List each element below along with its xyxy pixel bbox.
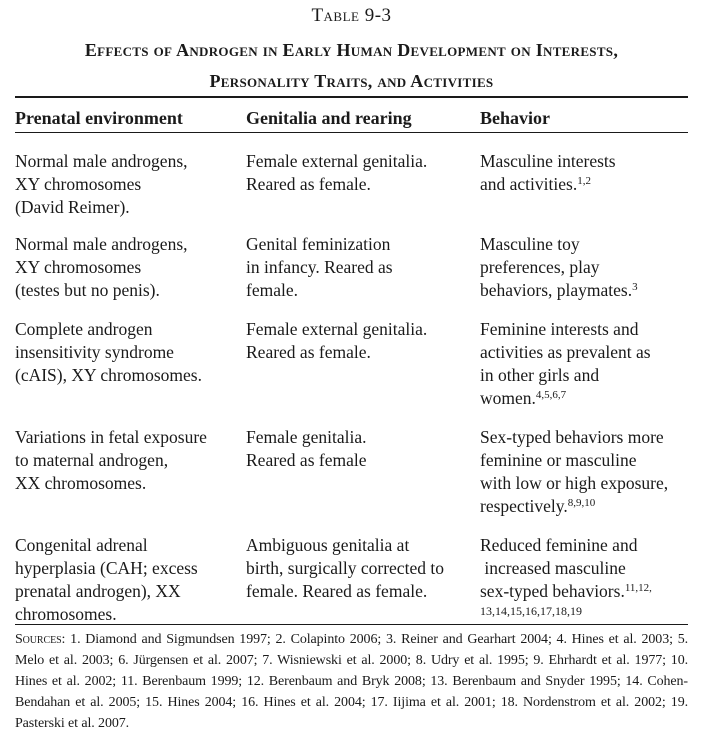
row-1-prenatal: Normal male androgens, XY chromosomes (David Reimer). (15, 151, 188, 217)
reference-superscript: 3 (632, 281, 638, 293)
row-4-genitalia: Female genitalia. Reared as female (246, 427, 367, 470)
sources-note (15, 629, 688, 734)
table-label: Table 9-3 (311, 5, 392, 26)
row-5-behavior: Reduced feminine and increased masculine sex-typed behaviors.$^{11,12,}$ 13,14,15,16,17,18,19 (480, 535, 652, 618)
sources-label: Sources: (15, 632, 66, 647)
row-2-behavior: Masculine toy preferences, play behaviors, playmates.$^3$ (480, 234, 638, 300)
table-title-line: Personality Traits, and Activities (209, 71, 494, 91)
row-1-behavior: Masculine interests and activities.$^{1,2}$ (480, 151, 616, 194)
reference-superscript: 1,2 (577, 175, 591, 187)
sources-text: 1. Diamond and Sigmundsen 1997; 2. Colapinto 2006; 3. Reiner and Gearhart 2004; 4. Hines et al. 2003; 5. Melo et al. 2003; 6. Jürgensen et al. 2007; 7. Wisniewski et al. 2000; 8. Udry et al. 1995; 9. Ehrhardt et al. 1977; 10. Hines et al. 2002; 11. Berenbaum 1999; 12. Berenbaum and Bryk 2008; 13. Berenbaum and Snyder 1995; 14. Cohen-Bendahan et al. 2005; 15. Hines 2004; 16. Hines et al. 2004; 17. Iijima et al. 2001; 18. Nordenstrom et al. 2002; 19. Pasterski et al. 2007. (15, 632, 688, 731)
row-1-genitalia: Female external genitalia. Reared as female. (246, 151, 428, 194)
reference-superscript: 4,5,6,7 (535, 389, 567, 401)
table-title-line: Effects of Androgen in Early Human Development on Interests, (84, 40, 619, 60)
header-prenatal-environment: Prenatal environment (15, 108, 183, 128)
header-behavior: Behavior (480, 108, 550, 128)
table-title (0, 35, 703, 97)
row-4-behavior: Sex-typed behaviors more feminine or masculine with low or high exposure, respectively.$^{8,9,10}$ (480, 427, 669, 516)
row-2-genitalia: Genital feminization in infancy. Reared as female. (246, 234, 393, 300)
row-2-prenatal: Normal male androgens, XY chromosomes (testes but no penis). (15, 234, 188, 300)
reference-superscript: 8,9,10 (567, 497, 596, 509)
row-3-prenatal: Complete androgen insensitivity syndrome (cAIS), XY chromosomes. (15, 319, 202, 385)
top-rule (15, 96, 688, 98)
header-rule (15, 132, 688, 133)
row-5-prenatal: Congenital adrenal hyperplasia (CAH; excess prenatal androgen), XX chromosomes. (15, 535, 198, 624)
reference-superscript: 11,12, (624, 582, 652, 594)
reference-superscript: 13,14,15,16,17,18,19 (480, 604, 582, 618)
row-3-behavior: Feminine interests and activities as prevalent as in other girls and women.$^{4,5,6,7}$ (480, 319, 651, 408)
row-4-prenatal: Variations in fetal exposure to maternal androgen, XX chromosomes. (15, 427, 207, 493)
row-3-genitalia: Female external genitalia. Reared as female. (246, 319, 428, 362)
row-5-genitalia: Ambiguous genitalia at birth, surgically corrected to female. Reared as female. (246, 535, 444, 601)
footer-rule (15, 624, 688, 625)
header-genitalia-and-rearing: Genitalia and rearing (246, 108, 412, 128)
